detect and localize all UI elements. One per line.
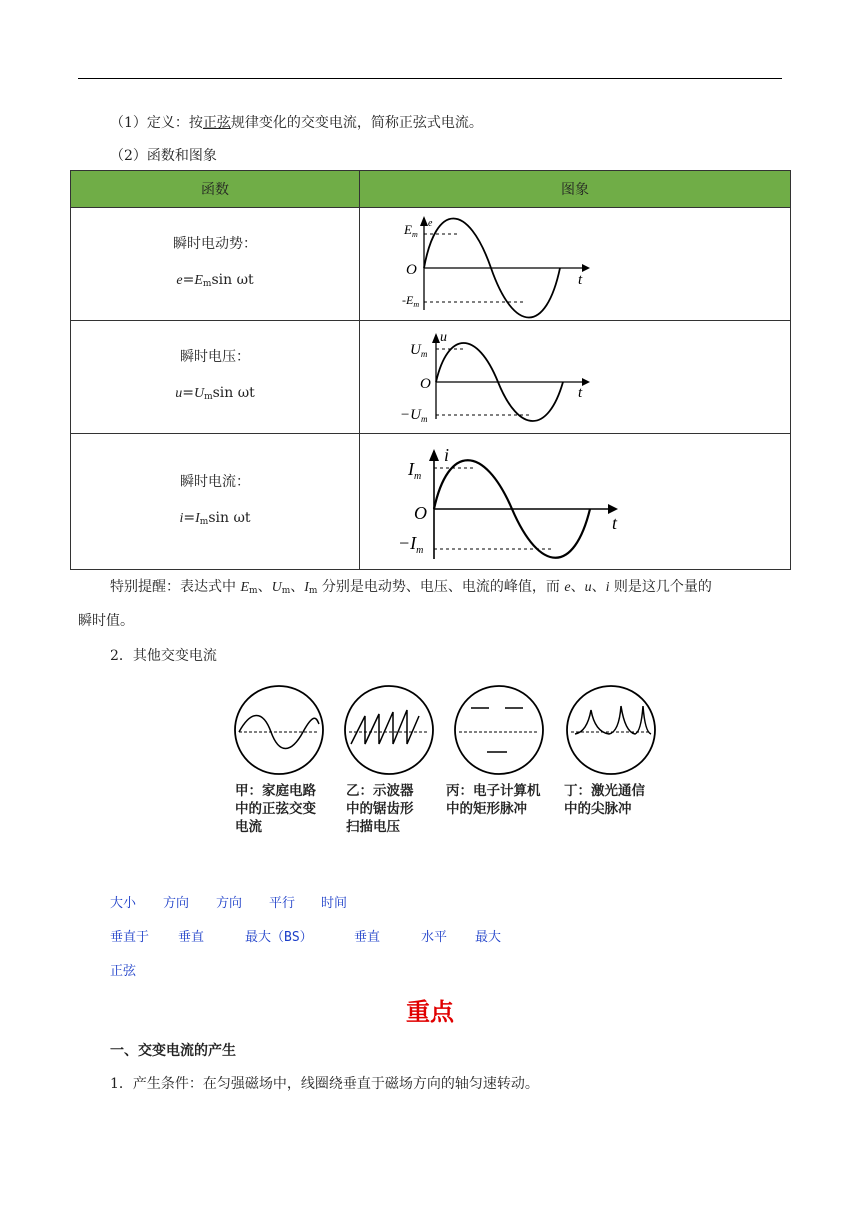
keyword: 时间	[321, 896, 348, 911]
svg-text:i: i	[444, 444, 450, 465]
svg-text:e: e	[428, 218, 433, 229]
caption-sawtooth: 乙：示波器中的锯齿形扫描电压	[346, 783, 414, 835]
keyword: 最大（BS）	[245, 930, 313, 945]
section-title: 重点	[406, 998, 454, 1026]
other-heading: 2．其他交变电流	[110, 648, 217, 664]
caption-sine: 甲：家庭电路中的正弦交变电流	[235, 783, 316, 835]
func-graph-heading: （2）函数和图象	[110, 148, 217, 164]
current-function-cell	[71, 434, 360, 570]
header-rule	[78, 78, 782, 79]
keyword: 正弦	[110, 964, 137, 979]
svg-text:−Um: $-U_m$	[400, 407, 428, 424]
keyword: 垂直	[354, 930, 381, 945]
svg-text:u: u	[440, 330, 447, 345]
voltage-name: 瞬时电压：	[180, 349, 250, 365]
waveform-rectangular	[455, 686, 543, 774]
svg-text:-Em: $-E_m$	[402, 293, 420, 309]
waveform-sawtooth	[345, 686, 433, 774]
voltage-formula: $u=U_m\sin$ ωt	[175, 385, 255, 402]
emf-formula: $e=E_m\sin$ ωt	[176, 272, 254, 289]
emf-graph-cell	[360, 208, 791, 321]
keyword: 大小	[110, 896, 137, 911]
definition-prefix: （1）定义：按	[110, 115, 203, 131]
header-function: 函数	[71, 171, 360, 208]
svg-text:O: O	[420, 376, 431, 392]
voltage-function-cell	[71, 321, 360, 434]
emf-function-cell	[71, 208, 360, 321]
svg-text:t: t	[578, 272, 583, 288]
keyword: 平行	[269, 896, 296, 911]
keyword: 垂直于	[110, 930, 150, 945]
keyword: 垂直	[178, 930, 205, 945]
keyword: 水平	[421, 930, 448, 945]
note-line2: 瞬时值。	[78, 613, 134, 629]
svg-text:O: O	[406, 262, 417, 278]
current-graph-cell	[360, 434, 791, 570]
voltage-sine-graph	[360, 321, 790, 433]
definition-suffix: 规律变化的交变电流，简称正弦式电流。	[230, 115, 483, 131]
svg-text:O: O	[414, 502, 427, 523]
definition-underlined: 正弦	[202, 115, 231, 131]
waveform-spike	[567, 686, 655, 774]
keyword: 最大	[475, 930, 502, 945]
waveform-sine	[235, 686, 323, 774]
keyword: 方向	[163, 896, 190, 911]
header-graph: 图象	[360, 171, 791, 208]
voltage-graph-cell	[360, 321, 791, 434]
current-formula: $i=I_m\sin$ ωt	[179, 509, 251, 527]
svg-text:t: t	[612, 512, 618, 533]
function-graph-table	[70, 170, 791, 570]
svg-text:−Im: $-I_m$	[398, 532, 424, 556]
svg-text:Im: $I_m$	[408, 458, 422, 482]
heading-generation: 一、交变电流的产生	[110, 1043, 236, 1059]
svg-text:Em: $E_m$	[404, 222, 418, 239]
emf-name: 瞬时电动势：	[173, 236, 257, 252]
svg-text:Um: $U_m$	[410, 342, 428, 359]
emf-sine-graph	[360, 208, 790, 320]
note-line1: 特别提醒：表达式中 $E_m$、$U_m$、$I_m$ 分别是电动势、电压、电流的峰值，而 e、u、i 则是这几个量的	[110, 579, 712, 596]
svg-text:t: t	[578, 385, 583, 401]
keyword: 方向	[216, 896, 243, 911]
current-sine-graph	[360, 435, 790, 569]
caption-rectangular: 丙：电子计算机中的矩形脉冲	[446, 783, 541, 817]
caption-spike: 丁：激光通信中的尖脉冲	[564, 783, 645, 817]
other-waveforms-figure	[225, 680, 665, 840]
item-condition: 1．产生条件：在匀强磁场中，线圈绕垂直于磁场方向的轴匀速转动。	[110, 1076, 539, 1092]
current-name: 瞬时电流：	[180, 473, 250, 490]
definition-line	[110, 112, 483, 132]
